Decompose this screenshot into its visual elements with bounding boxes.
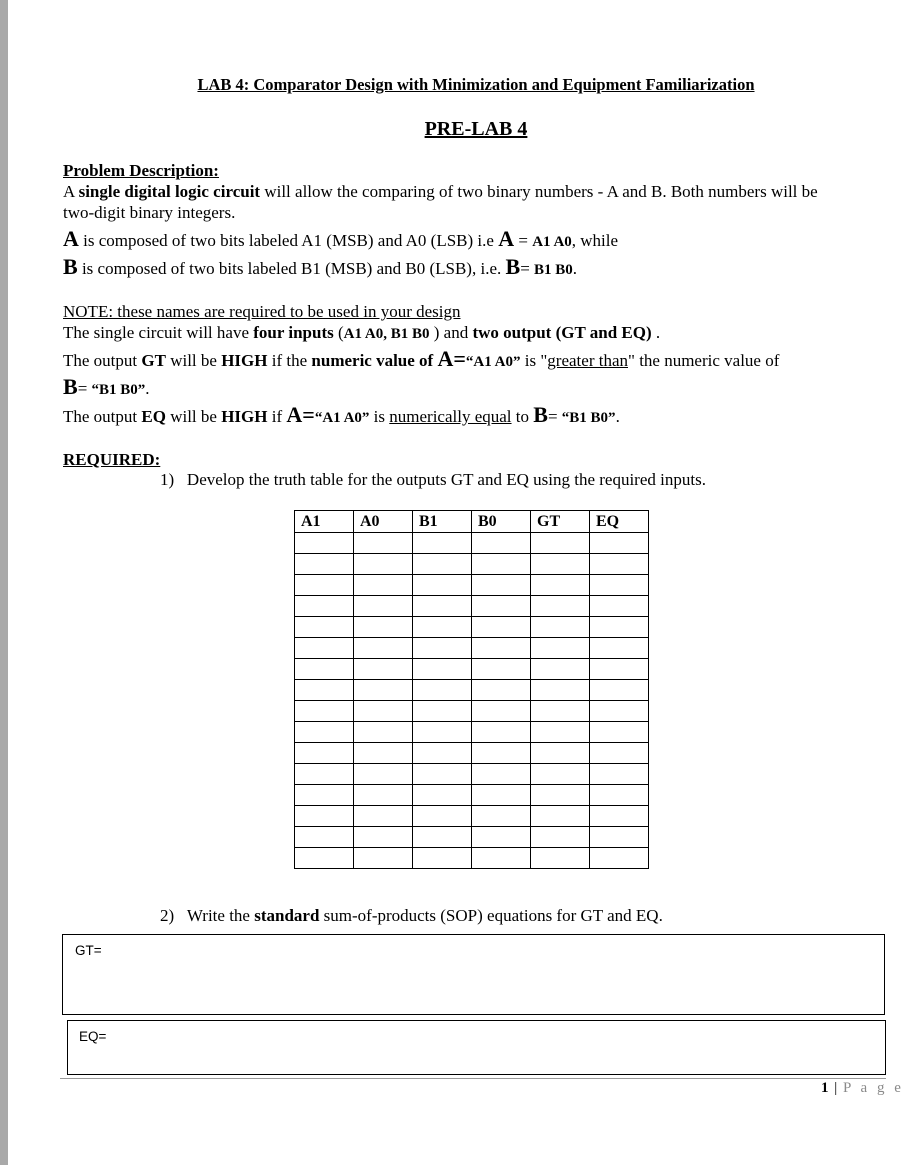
truth-table-cell[interactable]	[354, 848, 413, 869]
truth-table-cell[interactable]	[590, 848, 649, 869]
truth-table-row	[295, 533, 649, 554]
truth-table-cell[interactable]	[295, 617, 354, 638]
truth-table-cell[interactable]	[413, 743, 472, 764]
truth-table-row	[295, 638, 649, 659]
truth-table-cell[interactable]	[472, 659, 531, 680]
truth-table-cell[interactable]	[531, 617, 590, 638]
truth-table-cell[interactable]	[472, 596, 531, 617]
note-line-inputs: The single circuit will have four inputs (A1 A0, B1 B0 ) and two output (GT and EQ) .	[63, 323, 661, 342]
truth-table-cell[interactable]	[590, 806, 649, 827]
truth-table-row	[295, 848, 649, 869]
page-separator: |	[829, 1080, 844, 1096]
truth-table-cell[interactable]	[531, 785, 590, 806]
page-number: 1	[821, 1080, 830, 1096]
problem-paragraph-line2: two-digit binary integers.	[63, 203, 236, 222]
b-definition-line: B is composed of two bits labeled B1 (MSB) and B0 (LSB), i.e. B= B1 B0.	[63, 254, 578, 279]
note-line-gt: The output GT will be HIGH if the numeric value of A=“A1 A0” is "greater than" the numeric value of	[63, 346, 780, 371]
truth-table-row	[295, 554, 649, 575]
required-item-1: 1) Develop the truth table for the outputs GT and EQ using the required inputs.	[160, 470, 706, 489]
truth-table	[294, 510, 649, 869]
truth-table-row	[295, 743, 649, 764]
truth-table-cell[interactable]	[295, 827, 354, 848]
truth-table-cell[interactable]	[531, 659, 590, 680]
truth-table-cell[interactable]	[590, 743, 649, 764]
truth-table-cell[interactable]	[295, 680, 354, 701]
problem-paragraph-line1: A single digital logic circuit will allow the comparing of two binary numbers - A and B. Both numbers will be	[63, 182, 818, 201]
truth-table-cell[interactable]	[472, 848, 531, 869]
truth-table-cell[interactable]	[295, 806, 354, 827]
truth-table-cell[interactable]	[531, 806, 590, 827]
truth-table-header-a1: A1	[295, 511, 354, 533]
truth-table-cell[interactable]	[295, 533, 354, 554]
truth-table-cell[interactable]	[590, 638, 649, 659]
truth-table-cell[interactable]	[590, 554, 649, 575]
truth-table-cell[interactable]	[590, 827, 649, 848]
gt-answer-label: GT=	[75, 943, 102, 958]
truth-table-header-eq: EQ	[590, 511, 649, 533]
truth-table-cell[interactable]	[590, 764, 649, 785]
truth-table-cell[interactable]	[354, 680, 413, 701]
truth-table-cell[interactable]	[413, 806, 472, 827]
truth-table-cell[interactable]	[531, 743, 590, 764]
truth-table-cell[interactable]	[354, 764, 413, 785]
truth-table-cell[interactable]	[472, 680, 531, 701]
note-line-eq: The output EQ will be HIGH if A=“A1 A0” is numerically equal to B= “B1 B0”.	[63, 402, 620, 427]
page-left-edge	[0, 0, 8, 1165]
truth-table-cell[interactable]	[472, 785, 531, 806]
truth-table-row	[295, 806, 649, 827]
truth-table-cell[interactable]	[531, 638, 590, 659]
truth-table-cell[interactable]	[531, 680, 590, 701]
required-heading: REQUIRED:	[63, 450, 161, 469]
truth-table-cell[interactable]	[354, 806, 413, 827]
truth-table-cell[interactable]	[472, 575, 531, 596]
truth-table-cell[interactable]	[472, 722, 531, 743]
truth-table-cell[interactable]	[531, 533, 590, 554]
truth-table-cell[interactable]	[295, 596, 354, 617]
truth-table-cell[interactable]	[354, 596, 413, 617]
truth-table-cell[interactable]	[295, 785, 354, 806]
truth-table-cell[interactable]	[295, 743, 354, 764]
truth-table-cell[interactable]	[590, 680, 649, 701]
truth-table-cell[interactable]	[295, 659, 354, 680]
page-word: P a g e	[843, 1080, 904, 1096]
truth-table-cell[interactable]	[413, 596, 472, 617]
truth-table-cell[interactable]	[354, 659, 413, 680]
truth-table-cell[interactable]	[590, 659, 649, 680]
truth-table-cell[interactable]	[472, 743, 531, 764]
truth-table-cell[interactable]	[590, 533, 649, 554]
truth-table-header-b1: B1	[413, 511, 472, 533]
truth-table-cell[interactable]	[413, 722, 472, 743]
truth-table-cell[interactable]	[295, 722, 354, 743]
truth-table-cell[interactable]	[413, 827, 472, 848]
truth-table-cell[interactable]	[472, 533, 531, 554]
truth-table-cell[interactable]	[531, 722, 590, 743]
truth-table-cell[interactable]	[413, 659, 472, 680]
truth-table-cell[interactable]	[413, 785, 472, 806]
a-definition-line: A is composed of two bits labeled A1 (MSB) and A0 (LSB) i.e A = A1 A0, while	[63, 226, 619, 251]
truth-table-cell[interactable]	[472, 554, 531, 575]
truth-table-cell[interactable]	[531, 827, 590, 848]
truth-table-row	[295, 785, 649, 806]
truth-table-cell[interactable]	[590, 785, 649, 806]
truth-table-cell[interactable]	[590, 596, 649, 617]
truth-table-cell[interactable]	[590, 617, 649, 638]
page-footer	[821, 1080, 904, 1097]
truth-table-header-row	[295, 511, 649, 533]
truth-table-cell[interactable]	[354, 701, 413, 722]
required-item-2: 2) Write the standard sum-of-products (SOP) equations for GT and EQ.	[160, 906, 663, 925]
truth-table-cell[interactable]	[295, 848, 354, 869]
truth-table-cell[interactable]	[531, 575, 590, 596]
prelab-title: PRE-LAB 4	[424, 118, 528, 140]
truth-table-cell[interactable]	[354, 575, 413, 596]
truth-table-row	[295, 596, 649, 617]
truth-table-cell[interactable]	[413, 638, 472, 659]
truth-table-cell[interactable]	[354, 722, 413, 743]
truth-table-cell[interactable]	[413, 764, 472, 785]
lab-title: LAB 4: Comparator Design with Minimization and Equipment Familiarization	[197, 75, 755, 94]
truth-table-row	[295, 617, 649, 638]
truth-table-cell[interactable]	[590, 575, 649, 596]
problem-heading: Problem Description:	[63, 161, 219, 180]
truth-table-cell[interactable]	[413, 617, 472, 638]
truth-table-cell[interactable]	[531, 554, 590, 575]
truth-table-cell[interactable]	[531, 596, 590, 617]
truth-table-cell[interactable]	[413, 848, 472, 869]
truth-table-cell[interactable]	[354, 827, 413, 848]
truth-table-cell[interactable]	[472, 701, 531, 722]
truth-table-cell[interactable]	[413, 701, 472, 722]
truth-table-cell[interactable]	[413, 554, 472, 575]
truth-table-cell[interactable]	[295, 554, 354, 575]
truth-table-cell[interactable]	[354, 617, 413, 638]
note-line-b-value: B= “B1 B0”.	[63, 374, 150, 399]
truth-table-header-b0: B0	[472, 511, 531, 533]
truth-table-header-a0: A0	[354, 511, 413, 533]
truth-table-cell[interactable]	[354, 785, 413, 806]
truth-table-cell[interactable]	[295, 575, 354, 596]
truth-table-row	[295, 575, 649, 596]
truth-table-cell[interactable]	[413, 533, 472, 554]
truth-table-row	[295, 659, 649, 680]
truth-table-cell[interactable]	[531, 764, 590, 785]
footer-rule	[60, 1078, 886, 1079]
truth-table-row	[295, 680, 649, 701]
truth-table-row	[295, 701, 649, 722]
truth-table-cell[interactable]	[295, 638, 354, 659]
truth-table-row	[295, 764, 649, 785]
eq-answer-box[interactable]	[67, 1020, 886, 1075]
truth-table-cell[interactable]	[354, 638, 413, 659]
truth-table-row	[295, 722, 649, 743]
note-heading: NOTE: these names are required to be used in your design	[63, 302, 461, 321]
truth-table-cell[interactable]	[590, 701, 649, 722]
truth-table-cell[interactable]	[590, 722, 649, 743]
truth-table-cell[interactable]	[413, 575, 472, 596]
truth-table-cell[interactable]	[472, 638, 531, 659]
truth-table-cell[interactable]	[472, 764, 531, 785]
truth-table-row	[295, 827, 649, 848]
truth-table-cell[interactable]	[354, 743, 413, 764]
truth-table-header-gt: GT	[531, 511, 590, 533]
gt-answer-box[interactable]	[62, 934, 885, 1015]
truth-table-cell[interactable]	[413, 680, 472, 701]
truth-table-cell[interactable]	[295, 701, 354, 722]
truth-table-cell[interactable]	[531, 848, 590, 869]
truth-table-cell[interactable]	[354, 533, 413, 554]
truth-table-cell[interactable]	[354, 554, 413, 575]
truth-table-cell[interactable]	[472, 617, 531, 638]
truth-table-cell[interactable]	[472, 806, 531, 827]
truth-table-cell[interactable]	[295, 764, 354, 785]
truth-table-cell[interactable]	[531, 701, 590, 722]
truth-table-cell[interactable]	[472, 827, 531, 848]
eq-answer-label: EQ=	[79, 1029, 107, 1044]
